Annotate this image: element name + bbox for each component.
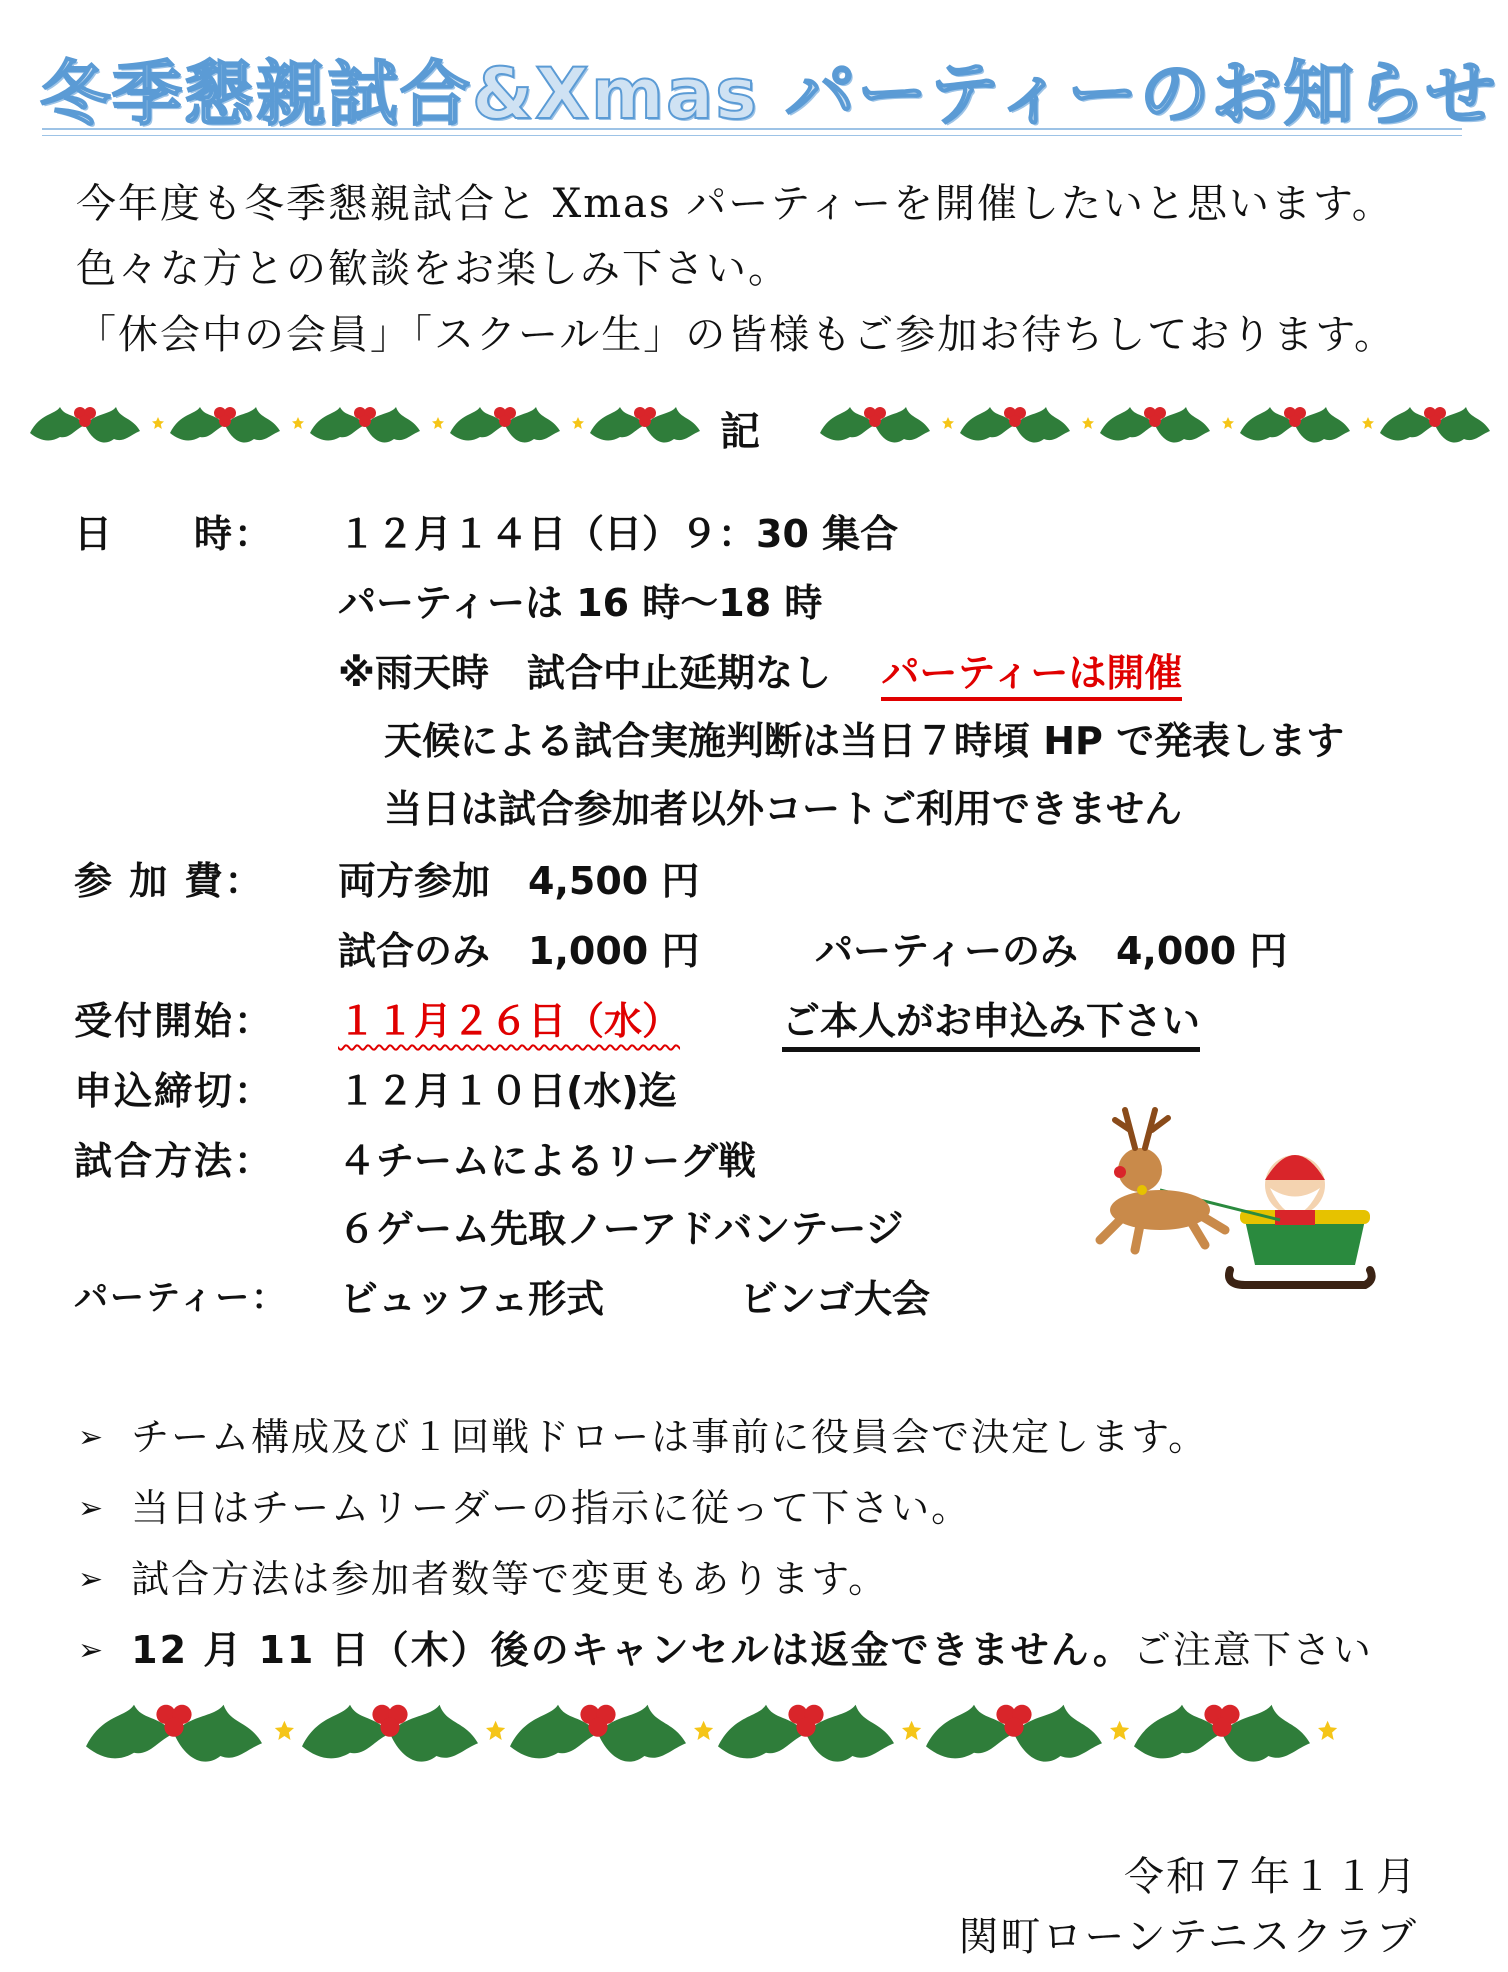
cancellation-policy: 12 月 11 日（木）後のキャンセルは返金できません。 bbox=[131, 1628, 1133, 1672]
reception-label: 受付開始： bbox=[74, 999, 275, 1043]
issue-date: 令和７年１１月 bbox=[1124, 1854, 1418, 1900]
deadline-value: １２月１０日(水)迄 bbox=[338, 1069, 677, 1113]
reception-date: １１月２６日（水） bbox=[338, 999, 681, 1043]
method-league: ４チームによるリーグ戦 bbox=[338, 1139, 757, 1183]
arrow-bullet-icon: ➢ bbox=[78, 1562, 106, 1597]
fee-party-only: パーティーのみ 4,000 円 bbox=[815, 929, 1288, 973]
santa-sleigh-illustration bbox=[1080, 1070, 1380, 1300]
party-buffet: ビュッフェ形式 bbox=[340, 1277, 605, 1321]
datetime-value: １２月１４日（日）９：30 集合 bbox=[338, 512, 899, 556]
arrow-bullet-icon: ➢ bbox=[78, 1633, 106, 1668]
note-method-change: ➢ 試合方法は参加者数等で変更もあります。 bbox=[78, 1557, 889, 1601]
party-time: パーティーは 16 時～18 時 bbox=[338, 581, 823, 625]
holly-garland-bottom bbox=[86, 1692, 1466, 1762]
intro-line-3: 「休会中の会員」「スクール生」の皆様もご参加お待ちしております。 bbox=[76, 312, 1396, 358]
holly-garland-left bbox=[30, 395, 700, 455]
weather-decision-note: 天候による試合実施判断は当日７時頃 HP で発表します bbox=[384, 719, 1345, 763]
reception-note: ご本人がお申込み下さい bbox=[782, 990, 1200, 1052]
method-games: ６ゲーム先取ノーアドバンテージ bbox=[338, 1207, 904, 1251]
page-title: 冬季懇親試合&Xmas パーティーのお知らせ bbox=[40, 53, 1498, 135]
arrow-bullet-icon: ➢ bbox=[78, 1491, 106, 1526]
deadline-label: 申込締切： bbox=[74, 1069, 275, 1113]
rain-policy bbox=[338, 642, 1182, 697]
party-bingo: ビンゴ大会 bbox=[740, 1277, 931, 1321]
fee-both: 両方参加 4,500 円 bbox=[338, 859, 700, 903]
party-label: パーティー： bbox=[74, 1278, 288, 1318]
arrow-bullet-icon: ➢ bbox=[78, 1420, 106, 1455]
court-closed-note: 当日は試合参加者以外コートご利用できません bbox=[384, 787, 1183, 831]
intro-line-2: 色々な方との歓談をお楽しみ下さい。 bbox=[76, 246, 790, 292]
title-underline bbox=[42, 128, 1462, 130]
datetime-label: 日 時： bbox=[74, 512, 275, 556]
cancellation-caution: ご注意下さい bbox=[1132, 1628, 1373, 1672]
intro-line-1: 今年度も冬季懇親試合と Xmas パーティーを開催したいと思います。 bbox=[76, 181, 1394, 227]
organization-name: 関町ローンテニスクラブ bbox=[958, 1914, 1418, 1960]
title-underline-thin bbox=[42, 135, 1462, 136]
holly-garland-right bbox=[820, 395, 1490, 455]
rain-policy-text: ※雨天時 試合中止延期なし bbox=[338, 651, 831, 695]
note-cancellation bbox=[78, 1619, 1373, 1674]
note-follow-leader: ➢ 当日はチームリーダーの指示に従って下さい。 bbox=[78, 1486, 972, 1530]
ki-heading: 記 bbox=[720, 409, 760, 455]
method-label: 試合方法： bbox=[74, 1139, 275, 1183]
fee-label: 参 加 費： bbox=[74, 859, 265, 903]
note-team-draw: ➢ チーム構成及び１回戦ドローは事前に役員会で決定します。 bbox=[78, 1415, 1209, 1459]
party-held-notice: パーティーは開催 bbox=[881, 651, 1182, 701]
fee-match-only: 試合のみ 1,000 円 bbox=[338, 929, 700, 973]
